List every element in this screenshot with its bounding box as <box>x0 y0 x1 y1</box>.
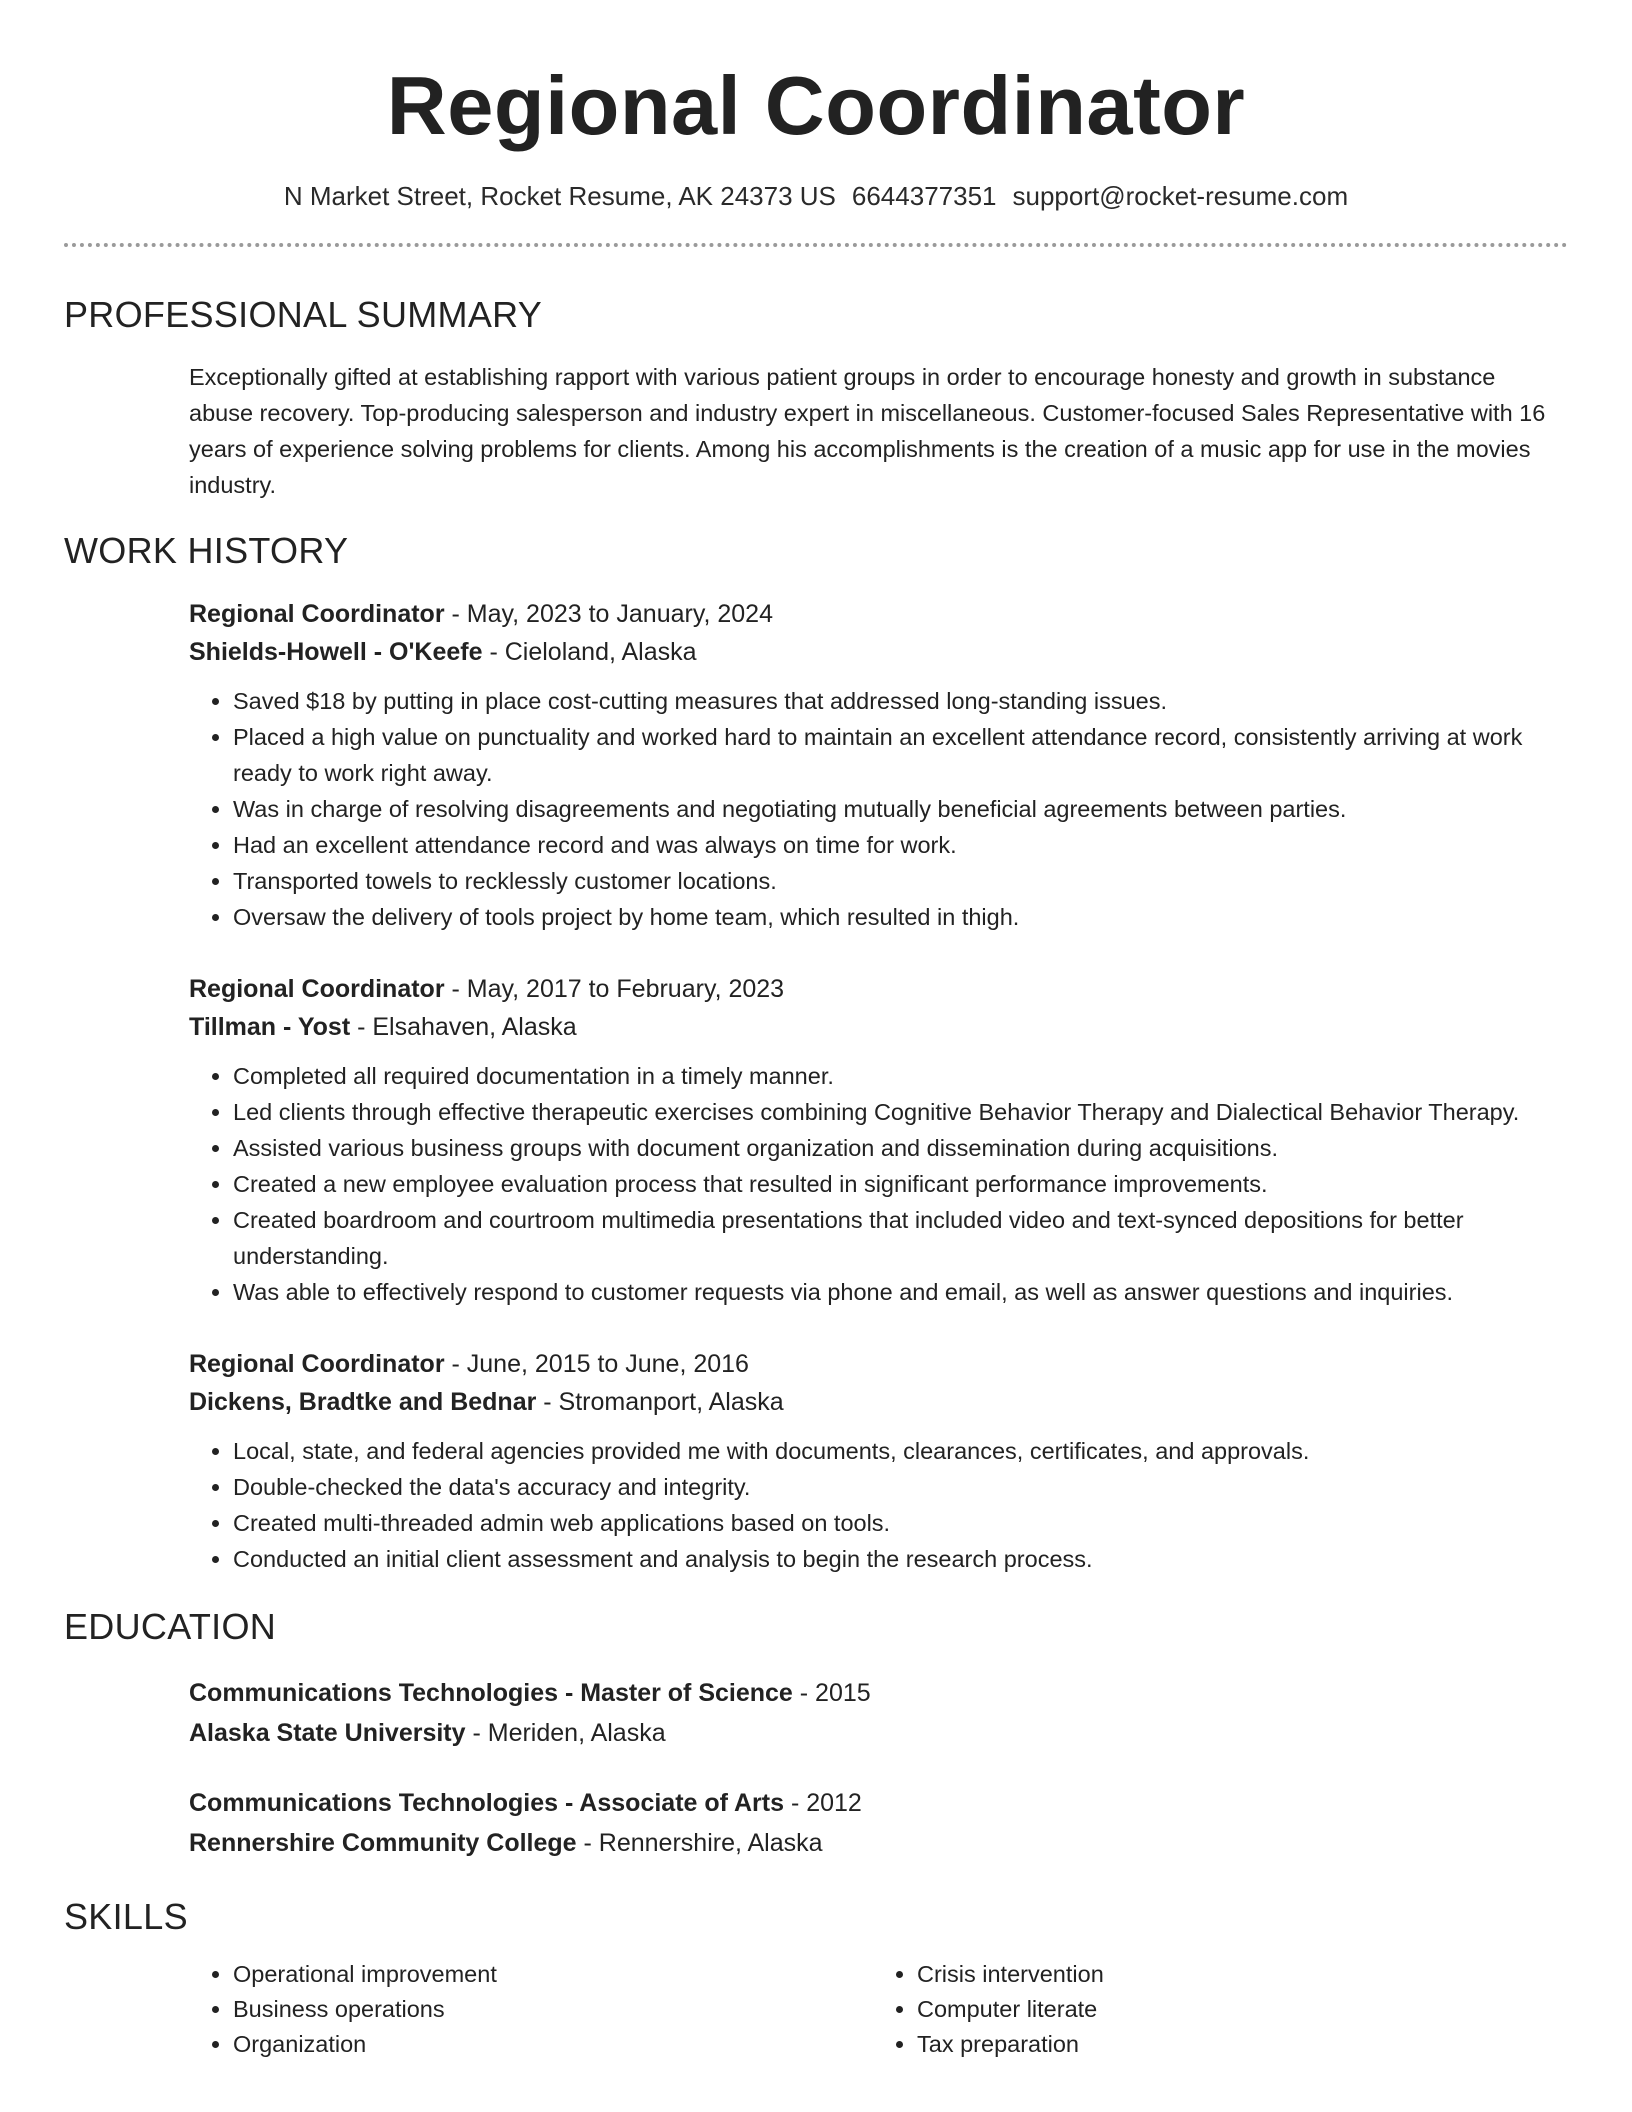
job-dates: - May, 2023 to January, 2024 <box>444 600 773 628</box>
section-title-education: EDUCATION <box>64 1606 277 1647</box>
job-company: Shields-Howell - O'Keefe <box>189 638 483 666</box>
job-bullet: • Conducted an initial client assessment and analysis to begin the research process. <box>233 1541 1568 1577</box>
education-school-line <box>189 1823 1568 1863</box>
skill-item: • Crisis intervention <box>917 1957 1557 1992</box>
job-role: Regional Coordinator <box>189 975 445 1003</box>
skills-grid <box>189 1957 1564 2062</box>
job-bullet: • Had an excellent attendance record and was always on time for work. <box>233 827 1568 863</box>
job-company-line <box>189 1008 1568 1046</box>
education-degree-line <box>189 1673 1568 1713</box>
skills-list-right <box>873 1957 1557 2062</box>
skills-list-left <box>189 1957 873 2062</box>
section-title-skills: SKILLS <box>64 1896 188 1937</box>
job-bullet: • Created a new employee evaluation process that resulted in significant performance improvements. <box>233 1166 1568 1202</box>
education-school: Alaska State University <box>189 1719 466 1747</box>
resume-page <box>64 0 1568 2062</box>
education-school: Rennershire Community College <box>189 1829 577 1857</box>
job-role: Regional Coordinator <box>189 600 445 628</box>
job-bullet: • Double-checked the data's accuracy and integrity. <box>233 1469 1568 1505</box>
job-title-line <box>189 595 1568 633</box>
education-location: - Rennershire, Alaska <box>576 1829 823 1857</box>
job-company: Tillman - Yost <box>189 1013 351 1041</box>
job-entry <box>189 970 1568 1310</box>
job-dates: - June, 2015 to June, 2016 <box>444 1350 749 1378</box>
job-bullet: • Created multi-threaded admin web applications based on tools. <box>233 1505 1568 1541</box>
job-bullet: • Completed all required documentation in a timely manner. <box>233 1058 1568 1094</box>
job-bullet: • Created boardroom and courtroom multimedia presentations that included video and text-synced depositions for better understanding. <box>233 1202 1568 1274</box>
job-bullets <box>189 1058 1568 1310</box>
skill-item: • Computer literate <box>917 1992 1557 2027</box>
education-year: - 2015 <box>792 1679 871 1707</box>
job-location: - Cieloland, Alaska <box>482 638 697 666</box>
job-bullet: • Was in charge of resolving disagreements and negotiating mutually beneficial agreements between parties. <box>233 791 1568 827</box>
job-entry <box>189 1345 1568 1577</box>
contact-address: N Market Street, Rocket Resume, AK 24373 US <box>283 181 836 211</box>
skill-item: • Organization <box>233 2027 873 2062</box>
job-bullet: • Led clients through effective therapeutic exercises combining Cognitive Behavior Therapy and Dialectical Behavior Therapy. <box>233 1094 1568 1130</box>
contact-line <box>64 179 1568 213</box>
job-bullet: • Local, state, and federal agencies provided me with documents, clearances, certificates, and approvals. <box>233 1433 1568 1469</box>
job-bullets <box>189 1433 1568 1577</box>
header-divider <box>64 243 1568 247</box>
job-location: - Stromanport, Alaska <box>536 1388 784 1416</box>
skill-item: • Business operations <box>233 1992 873 2027</box>
job-company-line <box>189 1383 1568 1421</box>
job-company-line <box>189 633 1568 671</box>
job-bullet: • Transported towels to recklessly customer locations. <box>233 863 1568 899</box>
education-school-line <box>189 1713 1568 1753</box>
summary-text: Exceptionally gifted at establishing rapport with various patient groups in order to encourage honesty and growth in substance abuse recovery. Top-producing salesperson and industry expert in miscellaneous. Customer-focused Sales Representative with 16 years of experience solving problems for clients. Among his accomplishments is the creation of a music app for use in the movies industry. <box>189 364 1546 498</box>
job-bullets <box>189 683 1568 935</box>
job-dates: - May, 2017 to February, 2023 <box>444 975 785 1003</box>
candidate-name: Regional Coordinator <box>386 59 1246 152</box>
contact-email: support@rocket-resume.com <box>1012 181 1349 211</box>
job-role: Regional Coordinator <box>189 1350 445 1378</box>
job-bullet: • Was able to effectively respond to customer requests via phone and email, as well as answer questions and inquiries. <box>233 1274 1568 1310</box>
job-bullet: • Placed a high value on punctuality and worked hard to maintain an excellent attendance record, consistently arriving at work ready to work right away. <box>233 719 1568 791</box>
education-degree-line <box>189 1783 1568 1823</box>
job-title-line <box>189 970 1568 1008</box>
education-degree: Communications Technologies - Master of Science <box>189 1679 793 1707</box>
skill-item: • Operational improvement <box>233 1957 873 1992</box>
job-location: - Elsahaven, Alaska <box>350 1013 577 1041</box>
education-entry <box>189 1673 1568 1753</box>
job-company: Dickens, Bradtke and Bednar <box>189 1388 537 1416</box>
education-location: - Meriden, Alaska <box>465 1719 666 1747</box>
job-bullet: • Assisted various business groups with document organization and dissemination during acquisitions. <box>233 1130 1568 1166</box>
education-degree: Communications Technologies - Associate of Arts <box>189 1789 784 1817</box>
job-entry <box>189 595 1568 935</box>
section-title-summary: PROFESSIONAL SUMMARY <box>64 294 543 335</box>
skill-item: • Tax preparation <box>917 2027 1557 2062</box>
job-bullet: • Saved $18 by putting in place cost-cutting measures that addressed long-standing issues. <box>233 683 1568 719</box>
job-title-line <box>189 1345 1568 1383</box>
section-title-work-history: WORK HISTORY <box>64 530 349 571</box>
job-bullet: • Oversaw the delivery of tools project by home team, which resulted in thigh. <box>233 899 1568 935</box>
education-year: - 2012 <box>784 1789 862 1817</box>
education-entry <box>189 1783 1568 1863</box>
contact-phone: 6644377351 <box>851 181 997 211</box>
